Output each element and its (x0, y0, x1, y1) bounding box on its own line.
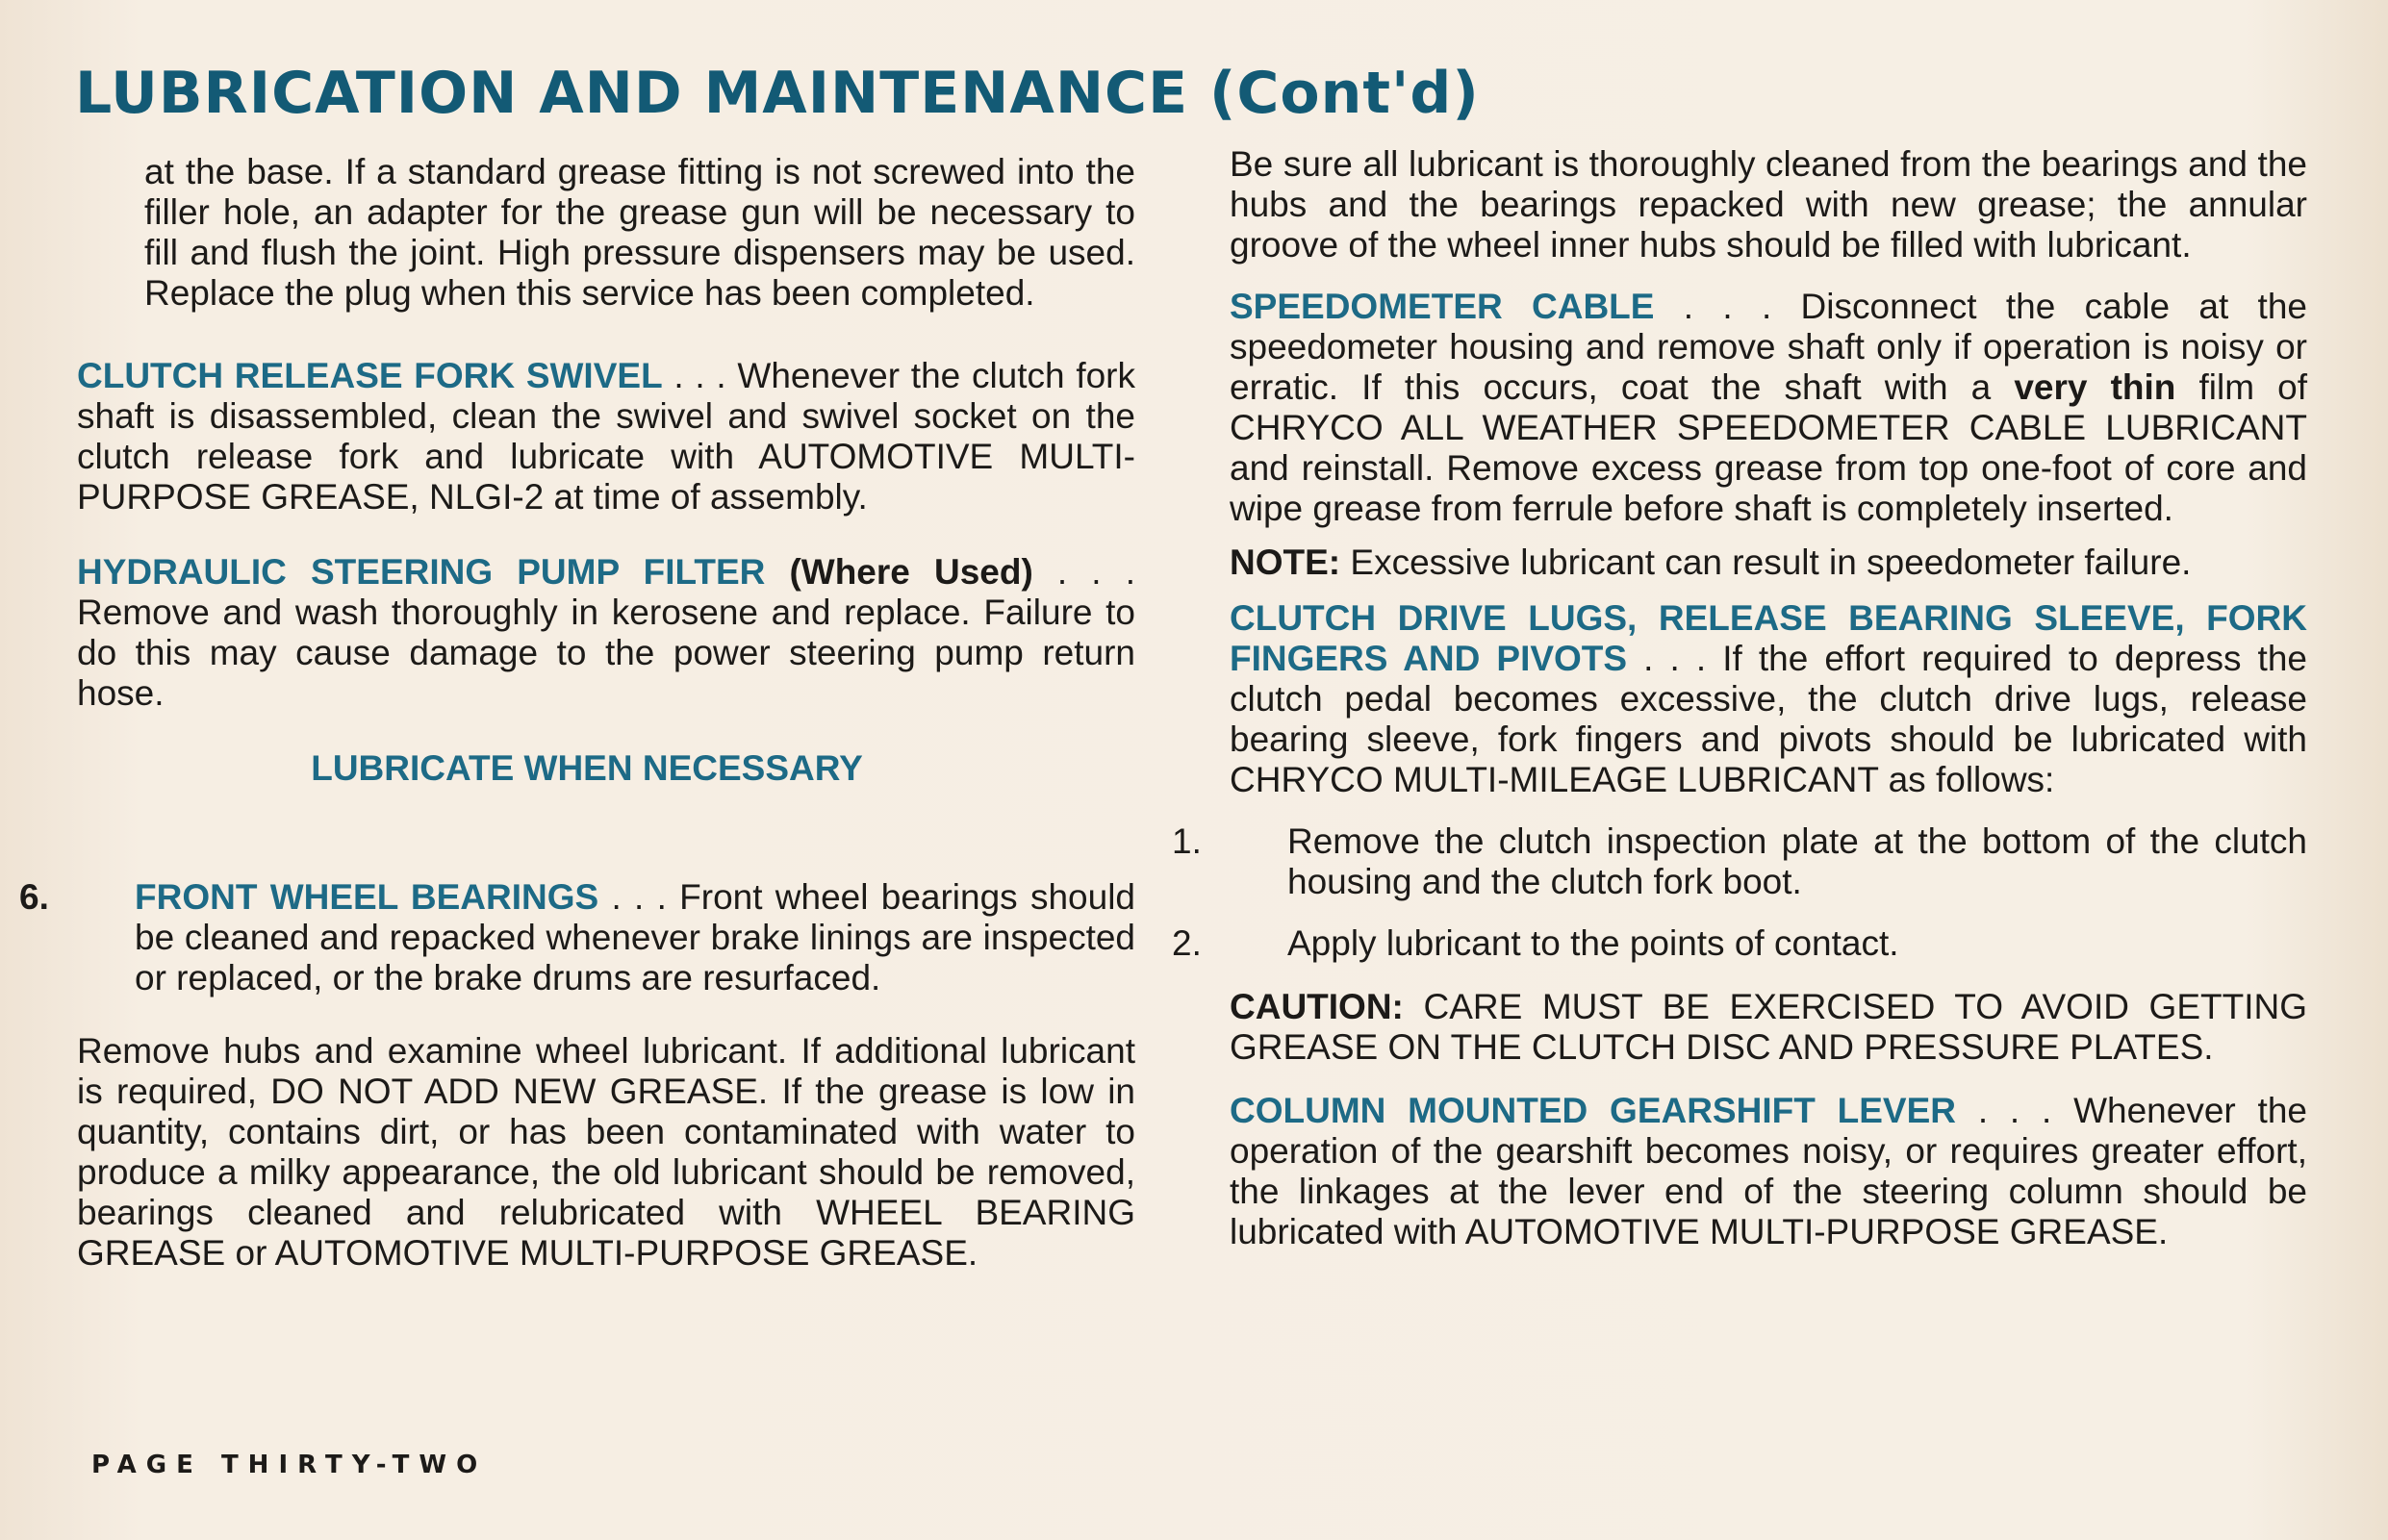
gearshift-lever-text: . . . Whenever the operation of the gearshift becomes noisy, or requires greater effort, the linkages at the lever end of the steering column should be lubricated with AUTOMOTIVE MULTI-PURPOSE GREASE. (1230, 1091, 2307, 1251)
note-paragraph (1230, 543, 2307, 583)
note-text: Excessive lubricant can result in speedometer failure. (1340, 543, 2192, 582)
step-2 (1172, 923, 2307, 964)
pump-filter-paragraph (77, 552, 1135, 714)
gearshift-lever-heading: COLUMN MOUNTED GEARSHIFT LEVER (1230, 1091, 1956, 1130)
page-title: LUBRICATION AND MAINTENANCE (Cont'd) (75, 60, 1480, 127)
clutch-drive-lugs-heading: CLUTCH DRIVE LUGS, RELEASE BEARING SLEEVE, FORK FINGERS AND PIVOTS (1230, 598, 2307, 678)
caution-text: CARE MUST BE EXERCISED TO AVOID GETTING GREASE ON THE CLUTCH DISC AND PRESSURE PLATES. (1230, 987, 2307, 1067)
pump-filter-heading: HYDRAULIC STEERING PUMP FILTER (77, 552, 766, 592)
clutch-release-fork-paragraph (77, 356, 1135, 518)
step-number: 1. (1172, 821, 1202, 861)
step-1 (1172, 821, 2307, 902)
note-label: NOTE: (1230, 543, 1341, 582)
front-wheel-bearings-text: . . . Front wheel bearings should be cleaned and repacked whenever brake linings are inspected or replaced, or the brake drums are resurfaced. (135, 877, 1135, 997)
caution-label: CAUTION: (1230, 987, 1404, 1026)
front-wheel-bearings-item (19, 877, 1135, 998)
right-intro-paragraph: Be sure all lubricant is thoroughly cleaned from the bearings and the hubs and the bearings repacked with new grease; the annular groove of the wheel inner hubs should be filled with lubricant. (1230, 144, 2307, 265)
clutch-release-fork-text: . . . Whenever the clutch fork shaft is disassembled, clean the swivel and swivel socket on the clutch release fork and lubricate with AUTOMOTIVE MULTI-PURPOSE GREASE, NLGI-2 at time of assembly. (77, 356, 1136, 517)
lubricate-when-necessary-heading: LUBRICATE WHEN NECESSARY (311, 748, 863, 788)
step-number: 2. (1172, 923, 1202, 963)
clutch-drive-lugs-paragraph (1230, 598, 2307, 800)
left-intro-paragraph: at the base. If a standard grease fitting is not screwed into the filler hole, an adapter for the grease gun will be necessary to fill and flush the joint. High pressure dispensers may be used. Replace the plug when this service has been completed. (144, 152, 1135, 313)
item-number: 6. (19, 877, 49, 917)
clutch-release-fork-heading: CLUTCH RELEASE FORK SWIVEL (77, 356, 663, 395)
pump-filter-text: . . . Remove and wash thoroughly in kerosene and replace. Failure to do this may cause damage to the power steering pump return hose. (77, 552, 1135, 713)
speedometer-cable-text-b: film of CHRYCO ALL WEATHER SPEEDOMETER CABLE LUBRICANT and reinstall. Remove excess grease from top one-foot of core and wipe grease from ferrule before shaft is completely inserted. (1230, 367, 2308, 528)
gearshift-lever-paragraph (1230, 1091, 2307, 1252)
step-text: Apply lubricant to the points of contact. (1287, 923, 1899, 963)
step-text: Remove the clutch inspection plate at the bottom of the clutch housing and the clutch fork boot. (1287, 821, 2307, 901)
right-column (1172, 144, 2308, 1252)
pump-filter-where-used: (Where Used) (765, 552, 1033, 592)
speedometer-cable-heading: SPEEDOMETER CABLE (1230, 287, 1655, 326)
page-number-footer: PAGE THIRTY-TWO (91, 1451, 488, 1479)
very-thin-emphasis: very thin (2014, 367, 2176, 407)
caution-paragraph (1230, 987, 2307, 1068)
remove-hubs-paragraph: Remove hubs and examine wheel lubricant. If additional lubricant is required, DO NOT ADD NEW GREASE. If the grease is low in quantity, contains dirt, or has been contaminated with water to produce a milky appearance, the old lubricant should be removed, bearings cleaned and relubricated with WHEEL BEARING GREASE or AUTOMOTIVE MULTI-PURPOSE GREASE. (77, 1031, 1135, 1273)
left-column (19, 152, 1136, 1274)
clutch-drive-lugs-text: . . . If the effort required to depress the clutch pedal becomes excessive, the clutch drive lugs, release bearing sleeve, fork fingers and pivots should be lubricated with CHRYCO MULTI-MILEAGE LUBRICANT as follows: (1230, 639, 2307, 799)
front-wheel-bearings-heading: FRONT WHEEL BEARINGS (135, 877, 599, 917)
speedometer-cable-text-a: . . . Disconnect the cable at the speedometer housing and remove shaft only if operation is noisy or erratic. If this occurs, coat the shaft with a (1230, 287, 2307, 407)
speedometer-cable-paragraph (1230, 287, 2307, 529)
